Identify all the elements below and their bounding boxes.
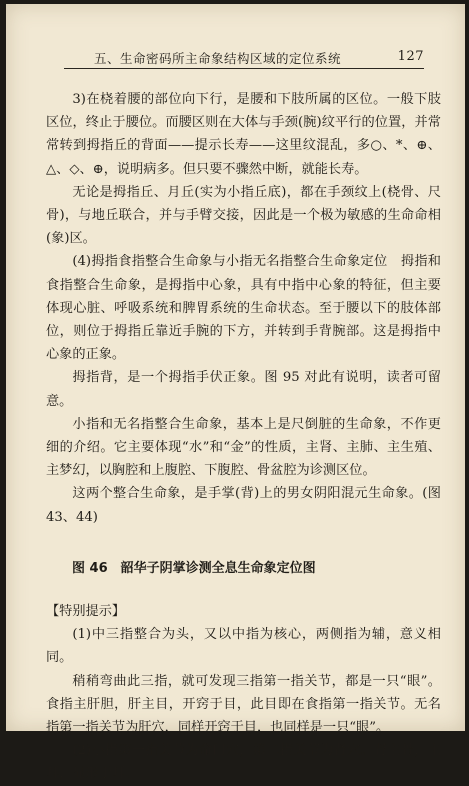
paragraph-thumb-index-integration: (4)拇指食指整合生命象与小指无名指整合生命象定位 拇指和食指整合生命象，是拇指中心象，具有中指中心象的特征，但主要体现心脏、呼吸系统和脾胃系统的生命状态。至于腰以下的肢体部位，则位于拇指丘靠近手腕的下方，并转到手背腕部。这是拇指中心象的正象。 — [46, 254, 441, 363]
book-page — [6, 4, 465, 782]
tip-item-1: (1)中三指整合为头，又以中指为核心，两侧指为辅，意义相同。 — [46, 627, 441, 666]
tip-header: 【特别提示】 — [46, 604, 126, 620]
tip-item-2: (2)小指第一指关节为命门穴，第二指关节为肾穴。肾主骨，主耳，显形于耳。 — [46, 743, 441, 782]
body-text — [46, 88, 441, 786]
paragraph-waist-region: 3)在桡着腰的部位向下行，是腰和下肢所属的区位。一般下肢区位，终止于腰位。而腰区则在大体与手颈(腕)纹平行的位置，并常常转到拇指丘的背面——提示长寿——这里纹混乱，多○、*、⊕、△、◇、⊕，说明病多。但只要不骤然中断，就能长寿。 — [46, 92, 441, 177]
paragraph-little-ring-integration: 小指和无名指整合生命象，基本上是尺倒脏的生命象，不作更细的介绍。它主要体现“水”和“金”的性质，主肾、主肺、主生殖、主梦幻，以胸腔和上腹腔、下腹腔、骨盆腔为诊测区位。 — [46, 416, 441, 479]
paragraph-thumb-back: 拇指背，是一个拇指手伏正象。图 95 对此有说明，读者可留意。 — [46, 370, 441, 409]
chapter-title: 五、生命密码所主命象结构区域的定位系统 — [94, 51, 342, 66]
page-number: 127 — [397, 49, 424, 64]
tip-item-1-detail: 稍稍弯曲此三指，就可发现三指第一指关节，都是一只“眼”。食指主肝胆，肝主目，开窍于目，此目即在食指第一指关节。无名指第一指关节为肝穴，同样开窍于目，也同样是一只“眼”。 — [46, 673, 441, 736]
paragraph-sensitive-zone: 无论是拇指丘、月丘(实为小指丘底)，都在手颈纹上(桡骨、尺骨)，与地丘联合，并与手臂交接，因此是一个极为敏感的生命命相(象)区。 — [46, 184, 441, 247]
spacer — [46, 580, 441, 600]
paragraph-yin-yang: 这两个整合生命象，是手掌(背)上的男女阴阳混元生命象。(图 43、44) — [46, 486, 441, 525]
figure-caption: 图 46 韶华子阴掌诊测全息生命象定位图 — [72, 560, 316, 576]
spacer — [46, 529, 441, 557]
running-header — [64, 48, 424, 69]
